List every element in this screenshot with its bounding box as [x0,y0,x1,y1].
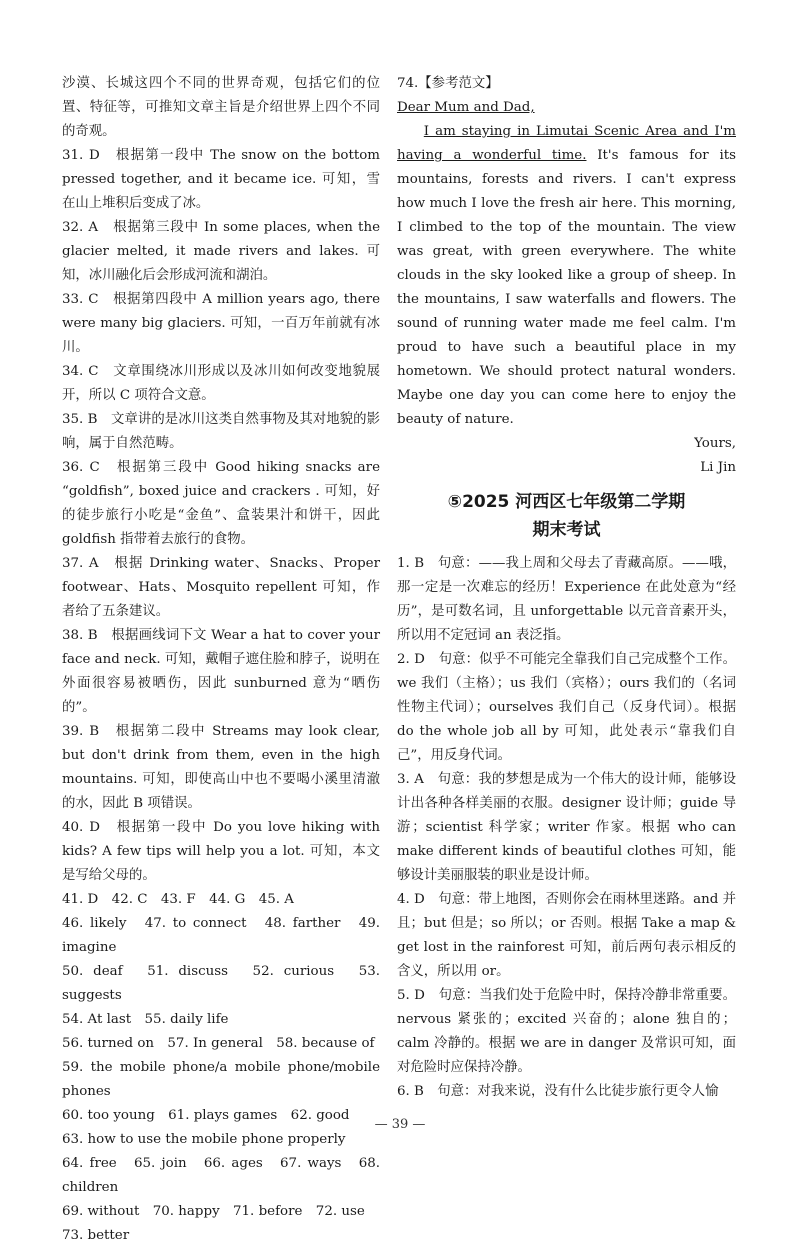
essay-body [397,120,736,432]
answer-item: 沙漠、长城这四个不同的世界奇观，包括它们的位置、特征等，可推知文章主旨是介绍世界上四个不同的奇观。 [62,76,380,139]
answer-item: 37. A 根据 Drinking water、Snacks、Proper footwear、Hats、Mosquito repellent 可知，作者给了五条建议。 [62,556,380,619]
answer-line: 50. deaf 51. discuss 52. curious 53. suggests [62,964,380,1003]
page-number: — 39 — [374,1117,426,1132]
answer-item: 31. D 根据第一段中 The snow on the bottom pressed together, and it became ice. 可知，雪在山上堆积后变成了冰。 [62,148,380,211]
right-column [397,72,736,1104]
answer-item: 38. B 根据画线词下文 Wear a hat to cover your face and neck. 可知，戴帽子遮住脸和脖子，说明在外面很容易被晒伤，因此 sunburned 意为“晒伤的”。 [62,628,380,715]
section-title-line2: 期末考试 [532,520,601,540]
answer-item: 5. D 句意：当我们处于危险中时，保持冷静非常重要。nervous 紧张的；excited 兴奋的；alone 独自的；calm 冷静的。根据 we are in danger 及常识可知，面对危险时应保持冷静。 [397,988,736,1075]
answer-item: 36. C 根据第三段中 Good hiking snacks are “goldfish”, boxed juice and crackers . 可知，好的徒步旅行小吃是“金鱼”、盒装果汁和饼干，因此 goldfish 指带着去旅行的食物。 [62,460,380,547]
answer-item: 2. D 句意：似乎不可能完全靠我们自己完成整个工作。we 我们（主格）；us 我们（宾格）；ours 我们的（名词性物主代词）；ourselves 我们自己（反身代词）。根据 do the whole job all by 可知，此处表示“靠我们自己”，用反身代词。 [397,652,736,763]
answer-item: 35. B 文章讲的是冰川这类自然事物及其对地貌的影响，属于自然范畴。 [62,412,380,451]
answer-item: 3. A 句意：我的梦想是成为一个伟大的设计师，能够设计出各种各样美丽的衣服。designer 设计师；guide 导游；scientist 科学家；writer 作家。根据 who can make different kinds of beautiful clothes 可知，能够设计美丽服装的职业是设计师。 [397,772,736,883]
model-essay [397,72,736,480]
answer-item: 6. B 句意：对我来说，没有什么比徒步旅行更令人愉 [397,1084,719,1099]
answer-line: 56. turned on 57. In general 58. because of [62,1036,375,1051]
answer-item: 32. A 根据第三段中 In some places, when the glacier melted, it made rivers and lakes. 可知，冰川融化后会形成河流和湖泊。 [62,220,380,283]
answer-line: 64. free 65. join 66. ages 67. ways 68. children [62,1156,380,1195]
essay-body-text: It's famous for its mountains, forests and rivers. I can't express how much I love the fresh air here. This morning, I climbed to the top of the mountain. The view was great, with green everywhere. The white clouds in the sky looked like a group of sheep. In the mountains, I saw waterfalls and flowers. The sound of running water made me feel calm. I'm proud to have such a beautiful place in my hometown. We should protect natural wonders. Maybe one day you can come here to enjoy the beauty of nature. [397,148,737,427]
essay-greeting [397,96,736,120]
left-column [62,72,380,1248]
answer-line: 60. too young 61. plays games 62. good [62,1108,350,1123]
answer-line: 41. D 42. C 43. F 44. G 45. A [62,892,294,907]
essay-underlined-sentence: I am staying in Limutai Scenic Area and I'm having a wonderful time. [397,124,736,163]
answer-item: 33. C 根据第四段中 A million years ago, there were many big glaciers. 可知，一百万年前就有冰川。 [62,292,380,355]
section-title-line1: ⑤2025 河西区七年级第二学期 [447,492,686,512]
answer-line: 63. how to use the mobile phone properly [62,1132,346,1147]
section-title [397,488,736,544]
answer-item: 34. C 文章围绕冰川形成以及冰川如何改变地貌展开，所以 C 项符合文意。 [62,364,380,403]
answer-item: 39. B 根据第二段中 Streams may look clear, but don't drink from them, even in the high mountains. 可知，即使高山中也不要喝小溪里清澈的水，因此 B 项错误。 [62,724,380,811]
answer-item: 4. D 句意：带上地图，否则你会在雨林里迷路。and 并且；but 但是；so 所以；or 否则。根据 Take a map & get lost in the rainforest 可知，前后两句表示相反的含义，所以用 or。 [397,892,736,979]
answer-item: 1. B 句意：——我上周和父母去了青藏高原。——哦，那一定是一次难忘的经历！Experience 在此处意为“经历”，是可数名词，且 unforgettable 以元音音素开头，所以用不定冠词 an 表泛指。 [397,556,736,643]
essay-greeting-text: Dear Mum and Dad, [397,100,535,115]
essay-label: 74.【参考范文】 [397,76,499,91]
answer-line: 59. the mobile phone/a mobile phone/mobile phones [62,1060,380,1099]
answer-line: 54. At last 55. daily life [62,1012,229,1027]
answer-line: 73. better [62,1228,130,1243]
answer-item: 40. D 根据第一段中 Do you love hiking with kids? A few tips will help you a lot. 可知，本文是写给父母的。 [62,820,380,883]
answer-line: 46. likely 47. to connect 48. farther 49. imagine [62,916,380,955]
essay-signature: Li Jin [700,460,736,475]
answer-line: 69. without 70. happy 71. before 72. use [62,1204,365,1219]
essay-closing: Yours, [694,436,736,451]
